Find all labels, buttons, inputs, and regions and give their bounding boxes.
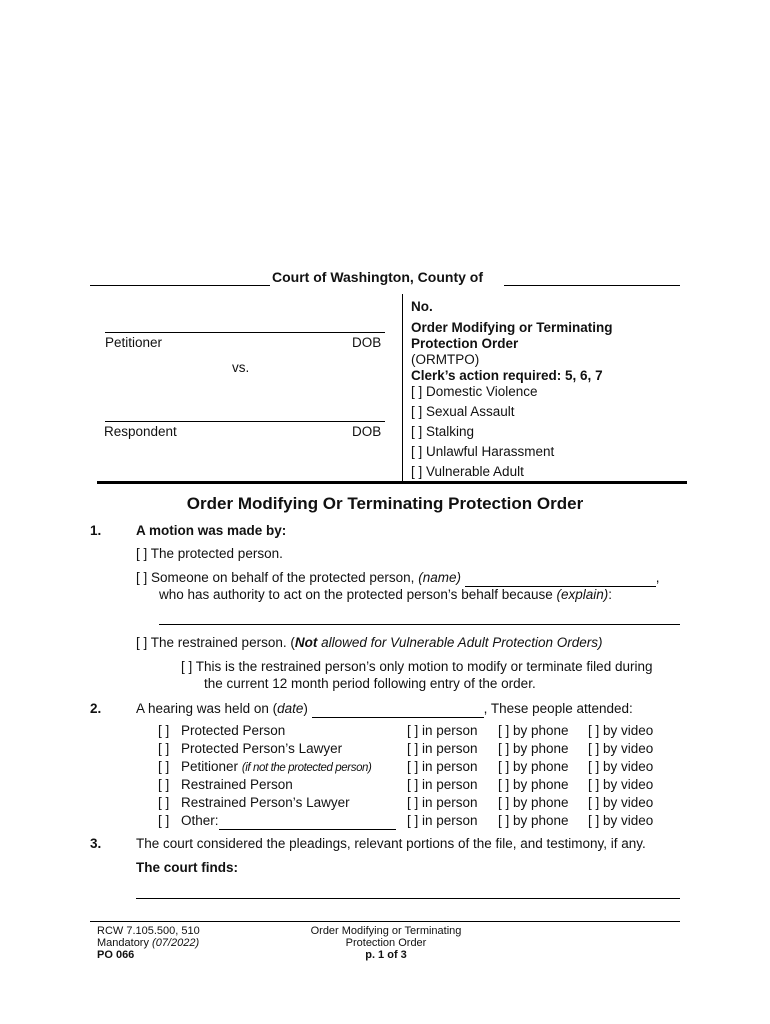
respondent-label: Respondent <box>104 424 177 439</box>
court-finds-heading: The court finds: <box>136 860 238 875</box>
respondent-name-line[interactable] <box>105 421 385 422</box>
other-label: Other: <box>181 813 219 828</box>
attendee-label: Restrained Person’s Lawyer <box>181 795 350 810</box>
section3-text: The court considered the pleadings, relevant portions of the file, and testimony, if any. <box>136 836 646 851</box>
hearing-date-line <box>136 701 633 718</box>
mandatory-date: (07/2022) <box>152 937 200 949</box>
section2-number: 2. <box>90 701 102 716</box>
petitioner-label: Petitioner <box>105 335 163 350</box>
county-prefix-blank[interactable] <box>90 285 270 286</box>
petitioner-name-line[interactable] <box>105 332 385 333</box>
by-video-option[interactable]: [ ] by video <box>588 759 654 774</box>
findings-input-line[interactable] <box>136 898 680 899</box>
attendee-checkbox[interactable]: [ ] <box>158 795 170 810</box>
option-on-behalf[interactable] <box>136 570 660 587</box>
attendee-row <box>158 795 668 813</box>
form-title-line2: Protection Order <box>411 336 519 351</box>
date-label: date <box>277 701 304 716</box>
paren: ) <box>303 701 308 716</box>
footer-title-line2: Protection Order <box>345 937 427 949</box>
by-video-option[interactable]: [ ] by video <box>588 777 654 792</box>
in-person-option[interactable]: [ ] in person <box>407 777 478 792</box>
attendee-checkbox[interactable]: [ ] <box>158 759 170 774</box>
caption-divider <box>402 294 403 482</box>
footer-title <box>286 925 486 961</box>
in-person-option[interactable]: [ ] in person <box>407 741 478 756</box>
option-on-behalf-text: [ ] Someone on behalf of the protected person, <box>136 570 419 585</box>
vs-label: vs. <box>232 360 250 375</box>
option-protected-person[interactable]: [ ] The protected person. <box>136 546 283 561</box>
attendee-row <box>158 777 668 795</box>
footer-title-line1: Order Modifying or Terminating <box>310 925 462 937</box>
page-title: Order Modifying Or Terminating Protection Order <box>186 494 584 513</box>
by-video-option[interactable]: [ ] by video <box>588 723 654 738</box>
not-emphasis: Not <box>294 635 318 650</box>
form-title-line1: Order Modifying or Terminating <box>411 320 613 335</box>
case-number-label: No. <box>411 299 433 314</box>
order-type-option[interactable]: [ ] Unlawful Harassment <box>411 444 555 459</box>
petitioner-dob-label: DOB <box>352 335 382 350</box>
attendee-label: Protected Person’s Lawyer <box>181 741 343 756</box>
section3-number: 3. <box>90 836 102 851</box>
mandatory-label: Mandatory <box>97 937 153 949</box>
restrained-text: [ ] The restrained person. ( <box>136 635 295 650</box>
name-label: (name) <box>418 570 461 585</box>
attendee-row <box>158 759 668 777</box>
attendee-checkbox[interactable]: [ ] <box>158 777 170 792</box>
attendee-checkbox[interactable]: [ ] <box>158 723 170 738</box>
comma: , <box>655 570 660 585</box>
petitioner-attendee: Petitioner <box>181 759 239 774</box>
by-video-option[interactable]: [ ] by video <box>588 741 654 756</box>
order-type-option[interactable]: [ ] Sexual Assault <box>411 404 515 419</box>
in-person-option[interactable]: [ ] in person <box>407 813 478 828</box>
explain-label: (explain) <box>556 587 609 602</box>
authority-text: who has authority to act on the protected person’s behalf because <box>159 587 557 602</box>
order-type-option[interactable]: [ ] Stalking <box>411 424 475 439</box>
attendee-label: Protected Person <box>181 723 286 738</box>
in-person-option[interactable]: [ ] in person <box>407 795 478 810</box>
in-person-option[interactable]: [ ] in person <box>407 723 478 738</box>
petitioner-note: (if not the protected person) <box>241 762 372 774</box>
option-only-motion-line2: the current 12 month period following entry of the order. <box>204 676 536 691</box>
section1-heading: A motion was made by: <box>136 523 287 538</box>
footer-page-number: p. 1 of 3 <box>365 949 407 961</box>
order-type-option[interactable]: [ ] Domestic Violence <box>411 384 538 399</box>
option-only-motion[interactable]: [ ] This is the restrained person’s only motion to modify or terminate filed during <box>181 659 653 674</box>
attendee-label: Restrained Person <box>181 777 293 792</box>
footer-rcw: RCW 7.105.500, 510 <box>97 925 200 937</box>
attendee-label-other <box>181 813 396 830</box>
respondent-dob-label: DOB <box>352 424 382 439</box>
by-video-option[interactable]: [ ] by video <box>588 813 654 828</box>
option-restrained-person[interactable] <box>136 635 603 651</box>
footer-mandatory <box>97 937 199 949</box>
clerk-action: Clerk’s action required: 5, 6, 7 <box>411 368 603 383</box>
order-type-list <box>411 384 554 484</box>
by-phone-option[interactable]: [ ] by phone <box>498 777 569 792</box>
attendee-row <box>158 813 668 831</box>
option-on-behalf-line2 <box>159 587 612 603</box>
by-phone-option[interactable]: [ ] by phone <box>498 759 569 774</box>
restrained-note: allowed for Vulnerable Adult Protection Orders) <box>317 635 603 650</box>
attendee-row <box>158 723 668 741</box>
other-input[interactable] <box>219 813 396 830</box>
attendee-checkbox[interactable]: [ ] <box>158 813 170 828</box>
colon: : <box>608 587 613 602</box>
by-phone-option[interactable]: [ ] by phone <box>498 741 569 756</box>
form-code: (ORMTPO) <box>411 352 480 367</box>
hearing-date-input[interactable] <box>312 701 484 718</box>
hearing-text: A hearing was held on ( <box>136 701 278 716</box>
attended-text: , These people attended: <box>483 701 633 716</box>
court-title: Court of Washington, County of <box>272 269 483 285</box>
section1-number: 1. <box>90 523 102 538</box>
county-name-blank[interactable] <box>504 285 680 286</box>
header-rule <box>97 481 687 484</box>
by-phone-option[interactable]: [ ] by phone <box>498 795 569 810</box>
attendee-checkbox[interactable]: [ ] <box>158 741 170 756</box>
behalf-name-input[interactable] <box>465 570 656 587</box>
in-person-option[interactable]: [ ] in person <box>407 759 478 774</box>
footer-form-number: PO 066 <box>97 949 135 961</box>
court-header <box>90 268 680 288</box>
by-phone-option[interactable]: [ ] by phone <box>498 813 569 828</box>
attendee-label-petitioner <box>181 759 372 776</box>
attendee-row <box>158 741 668 759</box>
footer-rule <box>90 921 680 922</box>
explain-input-line[interactable] <box>159 624 680 625</box>
by-phone-option[interactable]: [ ] by phone <box>498 723 569 738</box>
by-video-option[interactable]: [ ] by video <box>588 795 654 810</box>
order-type-option[interactable]: [ ] Vulnerable Adult <box>411 464 524 479</box>
